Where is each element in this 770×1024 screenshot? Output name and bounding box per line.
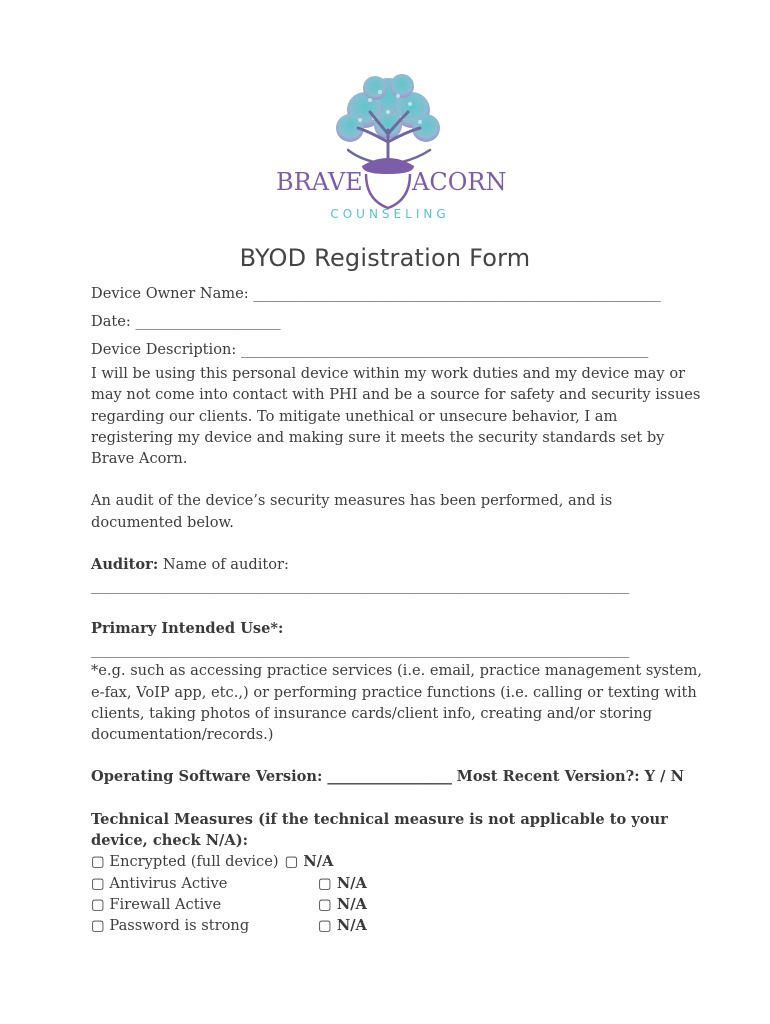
firewall-na-checkbox[interactable]: ▢ N/A [318,895,367,913]
technical-heading-cont [91,830,691,851]
logo-graphic [270,70,510,230]
note-line: documentation/records.) [91,726,274,744]
primary-use-label: Primary Intended Use*: [91,619,284,637]
owner-name-line[interactable]: ___________________________________________________________ [253,285,661,302]
primary-use-line[interactable]: ______________________________________________________________________________ [91,640,629,658]
note-line: clients, taking photos of insurance cards/client info, creating and/or storing [91,704,653,722]
password-na-checkbox[interactable]: ▢ N/A [318,917,367,935]
intro-line: may not come into contact with PHI and be a source for safety and security issues [91,386,701,404]
antivirus-checkbox[interactable]: ▢ Antivirus Active [91,874,228,892]
antivirus-na-checkbox[interactable]: ▢ N/A [318,874,367,892]
date-row [91,311,691,339]
audit-paragraph [91,490,691,533]
technical-heading-line: device, check N/A): [91,832,248,850]
checklist-item-firewall [91,894,691,915]
primary-use-row [91,618,691,639]
auditor-text: Name of auditor: [158,556,289,574]
auditor-row [91,554,691,575]
brave-acorn-logo [270,70,510,230]
checklist-item-antivirus [91,873,691,894]
intro-line: I will be using this personal device within my work duties and my device may or [91,365,686,382]
form-body [91,283,703,937]
auditor-line[interactable]: ______________________________________________________________________________ [91,577,629,595]
intro-paragraph [91,363,701,469]
description-line[interactable]: ___________________________________________________________ [240,341,648,358]
description-label: Device Description: [91,341,241,358]
checklist-item-password [91,915,691,936]
note-line: *e.g. such as accessing practice services (i.e. email, practice management system, [91,662,703,680]
owner-name-label: Device Owner Name: [91,285,254,302]
most-recent-version[interactable]: Most Recent Version?: Y / N [451,768,684,786]
password-checkbox[interactable]: ▢ Password is strong [91,917,250,935]
acorn-body-icon [366,174,410,208]
intro-line: Brave Acorn. [91,450,188,468]
os-version-row [91,766,691,787]
encrypted-na-checkbox[interactable]: ▢ N/A [284,853,334,871]
logo-brand-right: ACORN [412,168,507,196]
note-line: e-fax, VoIP app, etc.,) or performing practice functions (i.e. calling or texting with [91,683,697,701]
logo-tagline: COUNSELING [330,207,450,221]
date-line[interactable]: _____________________ [135,313,281,330]
technical-heading-line: Technical Measures (if the technical measure is not applicable to your [91,810,668,828]
os-version-line[interactable]: __________________ [327,768,452,786]
form-title: BYOD Registration Form [239,244,531,272]
description-row [91,339,691,363]
primary-use-note [91,660,703,745]
technical-heading [91,809,691,830]
intro-line: regarding our clients. To mitigate unethical or unsecure behavior, I am [91,407,618,425]
checklist-item-encrypted [91,851,691,872]
audit-line: An audit of the device’s security measures has been performed, and is [91,492,613,510]
os-version-label: Operating Software Version: [91,768,328,786]
firewall-checkbox[interactable]: ▢ Firewall Active [91,895,222,913]
intro-line: registering my device and making sure it meets the security standards set by [91,428,665,446]
date-label: Date: [91,313,136,330]
logo-brand-left: BRAVE [276,168,363,196]
auditor-label: Auditor: [91,556,159,574]
audit-line: documented below. [91,513,234,531]
encrypted-checkbox[interactable]: ▢ Encrypted (full device) [91,853,279,871]
owner-name-row [91,283,691,311]
